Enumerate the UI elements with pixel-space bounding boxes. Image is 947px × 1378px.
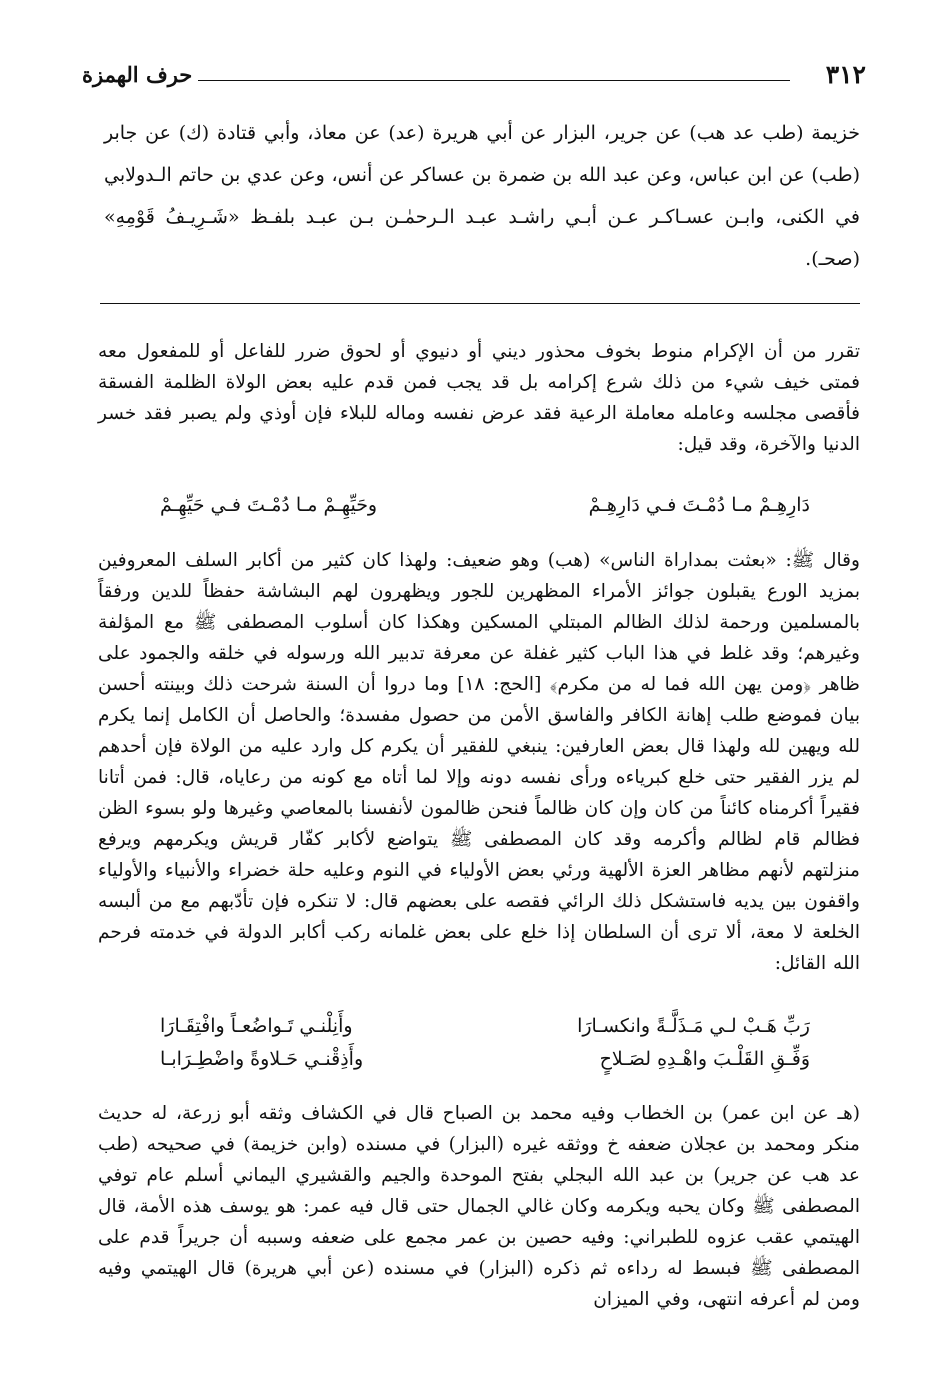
verse-2-first-hemistich: رَبِّ هَـبْ لـي مَـذَلَّـةً وانكسـارَا	[577, 1015, 810, 1037]
commentary-text-2: وقال ﷺ: «بعثت بمداراة الناس» (هب) وهو ضعيف: ولهذا كان كثير من أكابر السلف المعروفين بمزيد الورع يقبلون جوائز الأمراء المظهرين للجور ويظهرون لهم البشاشة حفظاً للدين ورفقاً بالمسلمين ورحمة لذلك الظالم المبتلي المسكين وهكذا كان أسلوب المصطفى ﷺ مع المؤلفة وغيرهم؛ وقد غلط في هذا الباب كثير غفلة عن معرفة تدبير الله ورسوله في خلقه والجمود على ظاهر ﴿ومن يهن الله فما له من مكرم﴾ [الحج: ١٨] وما دروا أن السنة شرحت ذلك وبينته أحسن بيان فموضع طلب إهانة الكافر والفاسق الأمن من حصول مفسدة؛ والحاصل أن الكامل إنما يكرم لله ويهين لله ولهذا قال بعض العارفين: ينبغي للفقير أن يكرم كل وارد عليه من الولاة فإن أحدهم لم يزر الفقير حتى خلع كبرياءه ورأى نفسه دونه وإلا لما أتاه مع كونه من رعاياه، قال: فمن أتانا فقيراً أكرمناه كائناً من كان وإن كان ظالماً فنحن ظالمون لأنفسنا بالمعاصي وغيرها ولو بسوء الظن فظالم قام لظالم وأكرمه وقد كان المصطفى ﷺ يتواضع لأكابر كفّار قريش ويكرمهم ويرفع منزلتهم لأنهم مظاهر العزة الألهية ورئي بعض الأولياء في النوم وعليه حلة خضراء والأنبياء والأولياء واقفون بين يديه فاستشكل ذلك الرائي فقصه على بعضهم قال: لا تنكره فإن تأدّبهم مع من ألبسه الخلعة لا معة، ألا ترى أن السلطان إذا خلع على بعض غلمانه ركب أكابر الدولة في خدمته فرحم الله القائل:	[98, 550, 860, 974]
commentary-paragraph-3	[98, 1098, 860, 1315]
page-header	[82, 60, 866, 94]
header-rule	[198, 80, 790, 81]
verse-3-first-hemistich: وَفِّـقِ القَلْـبَ واهْـدِهِ لصَـلاحٍ	[599, 1048, 810, 1070]
verse-2-second-hemistich: وأَنِلْنـي تَـواضُعـاً وافْتِقَـارَا	[160, 1015, 353, 1037]
verse-1-first-hemistich: دَارِهِـمْ مـا دُمْـتَ فـي دَارِهِـمْ	[588, 494, 810, 516]
poetry-verse-3	[140, 1048, 810, 1080]
running-title: حرف الهمزة	[82, 62, 193, 87]
commentary-text-3: (هـ عن ابن عمر) بن الخطاب وفيه محمد بن الصباح قال في الكشاف وثقه أبو زرعة، له حديث منكر ومحمد بن عجلان ضعفه خ ووثقه غيره (البزار) في مسنده (وابن خزيمة) في صحيحه (طب عد هب عن جرير) بن عبد الله البجلي بفتح الموحدة والجيم والقشيري اليماني أسلم عام توفي المصطفى ﷺ وكان يحبه ويكرمه وكان غالي الجمال حتى قال فيه عمر: هو يوسف هذه الأمة، قال الهيتمي عقب عزوه للطبراني: وفيه حصين بن عمر مجمع على ضعفه وسببه أن جريراً قدم على المصطفى ﷺ فبسط له رداءه ثم ذكره (البزار) في مسنده (عن أبي هريرة) قال الهيتمي وفيه ومن لم أعرفه انتهى، وفي الميزان	[98, 1103, 860, 1310]
verse-3-second-hemistich: وأَذِقْنـي حَـلاوةً واضْطِـرَابـا	[160, 1048, 364, 1070]
commentary-paragraph-2	[98, 545, 860, 979]
verse-1-second-hemistich: وحَيِّهِـمْ مـا دُمْـتَ فـي حَيِّهِـمْ	[160, 494, 378, 516]
commentary-paragraph-1	[98, 336, 860, 460]
hadith-paragraph: خزيمة (طب عد هب) عن جرير، البزار عن أبي هريرة (عد) عن معاذ، وأبي قتادة (ك) عن جابر (طب) عن ابن عباس، وعن عبد الله بن ضمرة بن عساكر عن أنس، وعن عدي بن حاتم الـدولابي في الكنى، وابـن عسـاكـر عـن أبـي راشـد عبـد الـرحمٰـن بـن عبـد بلفـظ «شَـرِيـفُ قَوْمِهِ» (صحـ).	[104, 122, 860, 270]
separator-rule	[100, 303, 860, 304]
poetry-verse-2	[140, 1015, 810, 1047]
poetry-verse-1	[140, 494, 810, 526]
hadith-text	[104, 112, 860, 280]
page-number: ٣١٢	[825, 60, 866, 89]
commentary-text-1: تقرر من أن الإكرام منوط بخوف محذور ديني أو دنيوي أو لحوق ضرر للفاعل أو للمفعول معه فمتى خيف شيء من ذلك شرع إكرامه بل قد يجب فمن قدم عليه بعض الولاة الظلمة الفسقة فأقصى مجلسه وعامله معاملة الرعية فقد عرض نفسه وماله للبلاء فإن أوذي ولم يصبر فقد خسر الدنيا والآخرة، وقد قيل:	[98, 341, 860, 455]
